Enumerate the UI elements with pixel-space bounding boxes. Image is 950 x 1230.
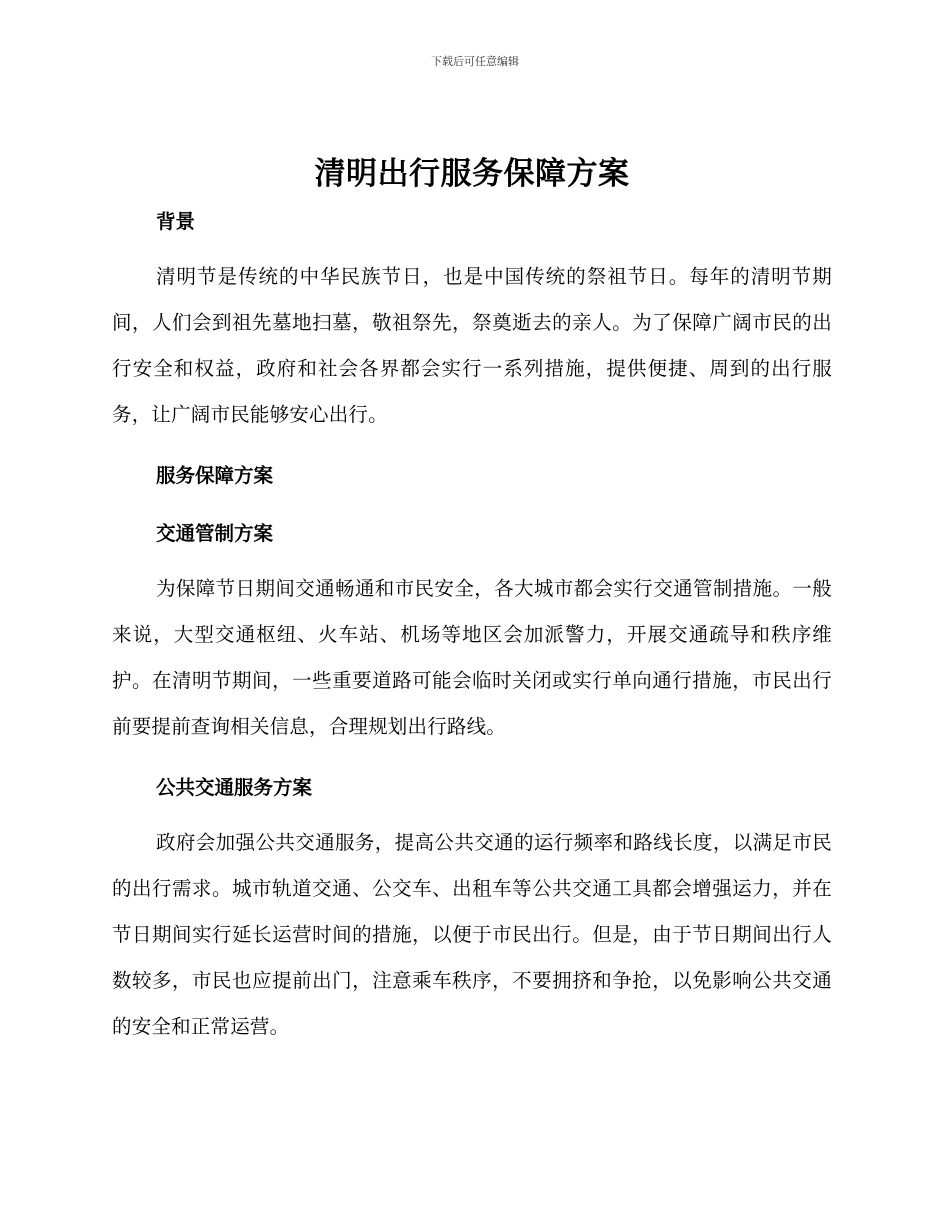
paragraph-background: 清明节是传统的中华民族节日，也是中国传统的祭祖节日。每年的清明节期间，人们会到祖先墓地扫墓，敬祖祭先，祭奠逝去的亲人。为了保障广阔市民的出行安全和权益，政府和社会各界都会实行一系列措施，提供便捷、周到的出行服务，让广阔市民能够安心出行。 [112,265,832,426]
paragraph-traffic-control: 为保障节日期间交通畅通和市民安全，各大城市都会实行交通管制措施。一般来说，大型交通枢纽、火车站、机场等地区会加派警力，开展交通疏导和秩序维护。在清明节期间，一些重要道路可能会临时关闭或实行单向通行措施，市民出行前要提前查询相关信息，合理规划出行路线。 [112,577,832,738]
document-title: 清明出行服务保障方案 [314,156,630,192]
section-heading-service-plan: 服务保障方案 [156,464,274,487]
paragraph-public-transport: 政府会加强公共交通服务，提高公共交通的运行频率和路线长度，以满足市民的出行需求。城市轨道交通、公交车、出租车等公共交通工具都会增强运力，并在节日期间实行延长运营时间的措施，以便于市民出行。但是，由于节日期间出行人数较多，市民也应提前出门，注意乘车秩序，不要拥挤和争抢，以免影响公共交通的安全和正常运营。 [112,831,832,1038]
section-heading-public-transport: 公共交通服务方案 [156,776,313,799]
section-heading-traffic-control: 交通管制方案 [156,522,274,545]
page-header-note: 下载后可任意编辑 [431,55,519,68]
document-body [112,148,832,1050]
section-heading-background: 背景 [156,210,196,233]
